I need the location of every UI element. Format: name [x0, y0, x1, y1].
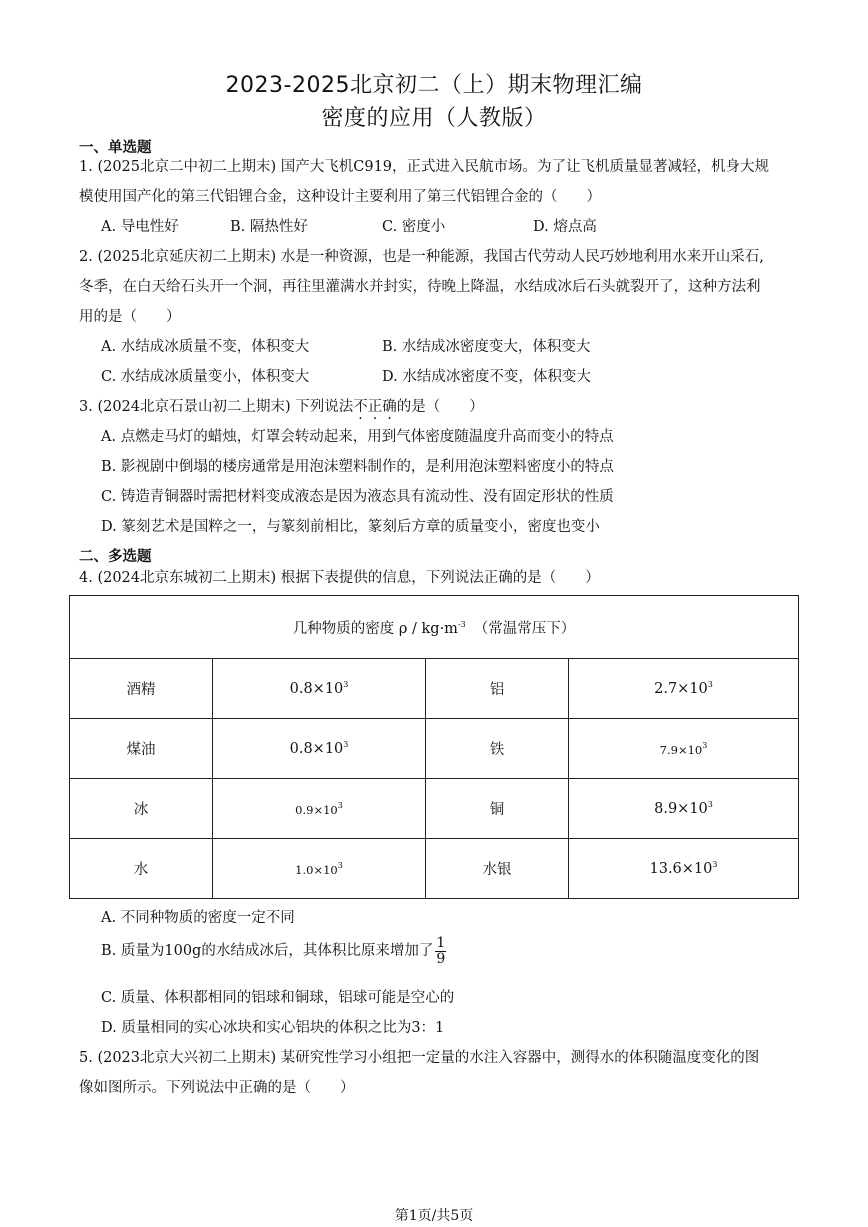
- q4-stem: 4. (2024北京东城初二上期末) 根据下表提供的信息，下列说法正确的是（ ）: [79, 570, 600, 586]
- density-mantissa: 13.6×10: [649, 861, 713, 877]
- density-table: [69, 595, 799, 899]
- density-exponent: 3: [707, 800, 713, 809]
- density-exponent: 3: [337, 800, 343, 810]
- table-row: [70, 659, 799, 719]
- table-title-exponent: -3: [457, 619, 466, 629]
- substance-name: 水: [70, 839, 213, 899]
- density-mantissa: 1.0×10: [295, 862, 338, 877]
- density-value: [569, 779, 799, 839]
- q4-option-d: D. 质量相同的实心冰块和实心铝块的体积之比为3：1: [101, 1020, 445, 1036]
- q3-stem: [79, 395, 484, 416]
- density-exponent: 3: [343, 680, 349, 689]
- density-value: [213, 719, 426, 779]
- q4-option-b-text: B. 质量为100g的水结成冰后，其体积比原来增加了: [101, 943, 434, 960]
- title-line-2: 密度的应用（人教版）: [321, 106, 547, 131]
- density-exponent: 3: [702, 740, 708, 750]
- table-title-text: 几种物质的密度 ρ / kg·m: [292, 620, 458, 637]
- density-value: [213, 659, 426, 719]
- density-value: [213, 839, 426, 899]
- section-heading-multi-choice: 二、多选题: [79, 549, 152, 565]
- density-mantissa: 0.9×10: [295, 802, 338, 817]
- fraction-numerator: 1: [436, 935, 446, 951]
- density-value: [569, 659, 799, 719]
- q3-emphasis-char: 确: [382, 399, 397, 415]
- density-exponent: 3: [707, 680, 713, 689]
- substance-name: 水银: [426, 839, 569, 899]
- q2-line-2: 冬季，在白天给石头开一个洞，再往里灌满水并封实，待晚上降温，水结成冰后石头就裂开了，这种方法利: [79, 279, 761, 295]
- q2-option-b: B. 水结成冰密度变大，体积变大: [382, 339, 591, 355]
- page-footer: 第1页/共5页: [394, 1208, 474, 1224]
- q2-line-1: 2. (2025北京延庆初二上期末) 水是一种资源，也是一种能源，我国古代劳动人民巧妙地利用水来开山采石,: [79, 249, 764, 265]
- q3-emphasis-char: 正: [367, 399, 383, 415]
- table-row: [70, 839, 799, 899]
- density-exponent: 3: [712, 860, 718, 869]
- q1-option-d: D. 熔点高: [533, 219, 597, 235]
- q2-option-d: D. 水结成冰密度不变，体积变大: [382, 369, 591, 385]
- density-mantissa: 2.7×10: [654, 681, 708, 697]
- q5-line-1: 5. (2023北京大兴初二上期末) 某研究性学习小组把一定量的水注入容器中，测得水的体积随温度变化的图: [79, 1050, 760, 1066]
- title-line-1: 2023-2025北京初二（上）期末物理汇编: [225, 73, 643, 98]
- q1-line-2: 模使用国产化的第三代铝锂合金，这种设计主要利用了第三代铝锂合金的（ ）: [79, 189, 601, 205]
- substance-name: 冰: [70, 779, 213, 839]
- density-mantissa: 0.8×10: [289, 681, 344, 697]
- q1-line-1: 1. (2025北京二中初二上期末) 国产大飞机C919，正式进入民航市场。为了让飞机质量显著减轻，机身大规: [79, 159, 770, 175]
- table-title-note: （常温常压下）: [473, 620, 576, 637]
- density-mantissa: 7.9×10: [659, 742, 703, 757]
- table-row: [70, 719, 799, 779]
- density-value: [213, 779, 426, 839]
- density-value: [569, 719, 799, 779]
- q4-option-a: A. 不同种物质的密度一定不同: [101, 910, 295, 926]
- q3-stem-prefix: 3. (2024北京石景山初二上期末) 下列说法: [79, 399, 354, 415]
- fraction-denominator: 9: [436, 950, 446, 967]
- q1-option-b: B. 隔热性好: [230, 219, 308, 235]
- table-row: [70, 779, 799, 839]
- section-heading-single-choice: 一、单选题: [79, 140, 152, 156]
- density-mantissa: 8.9×10: [654, 801, 708, 817]
- substance-name: 铝: [426, 659, 569, 719]
- q3-emphasis-char: 不: [353, 399, 368, 415]
- q3-emphasis: [353, 399, 397, 415]
- q2-option-a: A. 水结成冰质量不变，体积变大: [101, 339, 310, 355]
- q3-option-c: C. 铸造青铜器时需把材料变成液态是因为液态具有流动性、没有固定形状的性质: [101, 489, 614, 505]
- substance-name: 铁: [426, 719, 569, 779]
- density-exponent: 3: [337, 860, 343, 870]
- density-mantissa: 0.8×10: [289, 741, 344, 757]
- q1-option-a: A. 导电性好: [101, 219, 179, 235]
- density-value: [569, 839, 799, 899]
- q5-line-2: 像如图所示。下列说法中正确的是（ ）: [79, 1080, 355, 1096]
- substance-name: 铜: [426, 779, 569, 839]
- q3-option-a: A. 点燃走马灯的蜡烛，灯罩会转动起来，用到气体密度随温度升高而变小的特点: [101, 429, 614, 445]
- q3-stem-suffix: 的是（ ）: [396, 399, 484, 415]
- q4-option-c: C. 质量、体积都相同的铝球和铜球，铝球可能是空心的: [101, 990, 455, 1006]
- q2-option-c: C. 水结成冰质量变小，体积变大: [101, 369, 310, 385]
- q3-option-d: D. 篆刻艺术是国粹之一，与篆刻前相比，篆刻后方章的质量变小，密度也变小: [101, 519, 600, 535]
- table-title: [70, 596, 799, 659]
- q3-option-b: B. 影视剧中倒塌的楼房通常是用泡沫塑料制作的，是利用泡沫塑料密度小的特点: [101, 459, 614, 475]
- substance-name: 煤油: [70, 719, 213, 779]
- q2-line-3: 用的是（ ）: [79, 309, 181, 325]
- q1-option-c: C. 密度小: [382, 219, 446, 235]
- density-exponent: 3: [343, 740, 349, 749]
- substance-name: 酒精: [70, 659, 213, 719]
- fraction-one-ninth: [435, 936, 446, 966]
- q4-option-b: [101, 936, 446, 966]
